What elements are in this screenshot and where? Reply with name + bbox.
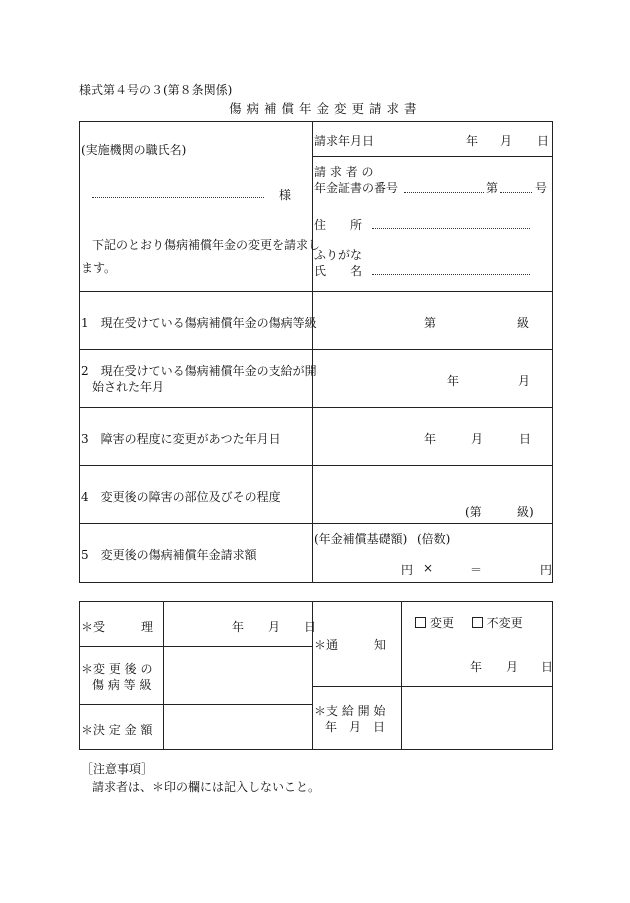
item3-year: 年 bbox=[424, 432, 437, 446]
item1-dai: 第 bbox=[424, 316, 437, 330]
item5-multiplier-label: (倍数) bbox=[417, 532, 451, 546]
notice-day: 日 bbox=[541, 660, 554, 674]
certificate-number-suffix-field[interactable] bbox=[500, 192, 532, 193]
notice-month: 月 bbox=[506, 660, 519, 674]
institution-label: (実施機関の職氏名) bbox=[81, 143, 187, 157]
no-change-label: 不変更 bbox=[486, 616, 523, 630]
grade-after-label-line2: 傷 病 等 級 bbox=[92, 678, 152, 692]
notice-options bbox=[415, 614, 523, 631]
receipt-label: ＊受 理 bbox=[81, 620, 154, 634]
item4-grade-open: (第 bbox=[465, 505, 482, 519]
item3-label: 3 障害の程度に変更があつた年月日 bbox=[81, 432, 281, 446]
notes-text: 請求者は、＊印の欄には記入しないこと。 bbox=[92, 780, 321, 794]
change-checkbox[interactable] bbox=[415, 617, 426, 628]
address-label: 住 所 bbox=[314, 218, 363, 232]
item3-day: 日 bbox=[519, 432, 532, 446]
request-date-day: 日 bbox=[537, 134, 550, 148]
request-date-year: 年 bbox=[466, 134, 479, 148]
form-number: 様式第４号の３(第８条関係) bbox=[79, 83, 233, 97]
no-change-checkbox[interactable] bbox=[472, 617, 483, 628]
certificate-dai: 第 bbox=[486, 181, 499, 195]
name-field[interactable] bbox=[372, 274, 530, 275]
claimant-label-line2: 年金証書の番号 bbox=[314, 181, 399, 195]
notice-year: 年 bbox=[470, 660, 483, 674]
item1-label: 1 現在受けている傷病補償年金の傷病等級 bbox=[81, 316, 317, 330]
start-label-line1: ＊支 給 開 始 bbox=[314, 704, 386, 718]
grade-after-label-line1: ＊変 更 後 の bbox=[81, 662, 153, 676]
item3-month: 月 bbox=[471, 432, 484, 446]
receipt-day: 日 bbox=[304, 620, 317, 634]
item4-grade-close: 級) bbox=[517, 505, 534, 519]
form-title: 傷病補償年金変更請求書 bbox=[229, 101, 422, 116]
furigana-label: ふりがな bbox=[314, 248, 363, 262]
claimant-label-line1: 請 求 者 の bbox=[314, 165, 374, 179]
request-date-label: 請求年月日 bbox=[314, 134, 375, 148]
item5-label: 5 変更後の傷病補償年金請求額 bbox=[81, 548, 257, 562]
request-text-line2: ます。 bbox=[81, 261, 117, 275]
institution-name-field[interactable] bbox=[92, 197, 264, 198]
sama-label: 様 bbox=[279, 188, 292, 202]
item1-kyu: 級 bbox=[517, 316, 530, 330]
item5-times-sign: × bbox=[423, 561, 434, 575]
notice-label: ＊通 知 bbox=[314, 638, 387, 652]
notes-heading: ［注意事項］ bbox=[81, 762, 154, 776]
item5-base-label: (年金補償基礎額) bbox=[314, 532, 408, 546]
receipt-month: 月 bbox=[268, 620, 281, 634]
decided-amount-label: ＊決 定 金 額 bbox=[81, 723, 153, 737]
item5-equals-sign: ＝ bbox=[470, 563, 483, 577]
change-label: 変更 bbox=[430, 616, 455, 630]
certificate-go: 号 bbox=[535, 181, 548, 195]
receipt-year: 年 bbox=[232, 620, 245, 634]
item2-label-line1: 2 現在受けている傷病補償年金の支給が開 bbox=[81, 364, 317, 378]
item2-month: 月 bbox=[518, 374, 531, 388]
item4-label: 4 変更後の障害の部位及びその程度 bbox=[81, 490, 281, 504]
item5-yen-1: 円 bbox=[401, 563, 414, 577]
item2-year: 年 bbox=[447, 374, 460, 388]
name-label: 氏 名 bbox=[314, 264, 363, 278]
address-field[interactable] bbox=[372, 228, 530, 229]
request-date-month: 月 bbox=[500, 134, 513, 148]
certificate-number-field[interactable] bbox=[404, 192, 484, 193]
request-text-line1: 下記のとおり傷病補償年金の変更を請求し bbox=[92, 238, 321, 252]
item2-label-line2: 始された年月 bbox=[92, 380, 165, 394]
item5-yen-2: 円 bbox=[540, 563, 553, 577]
start-label-line2: 年 月 日 bbox=[325, 720, 386, 734]
